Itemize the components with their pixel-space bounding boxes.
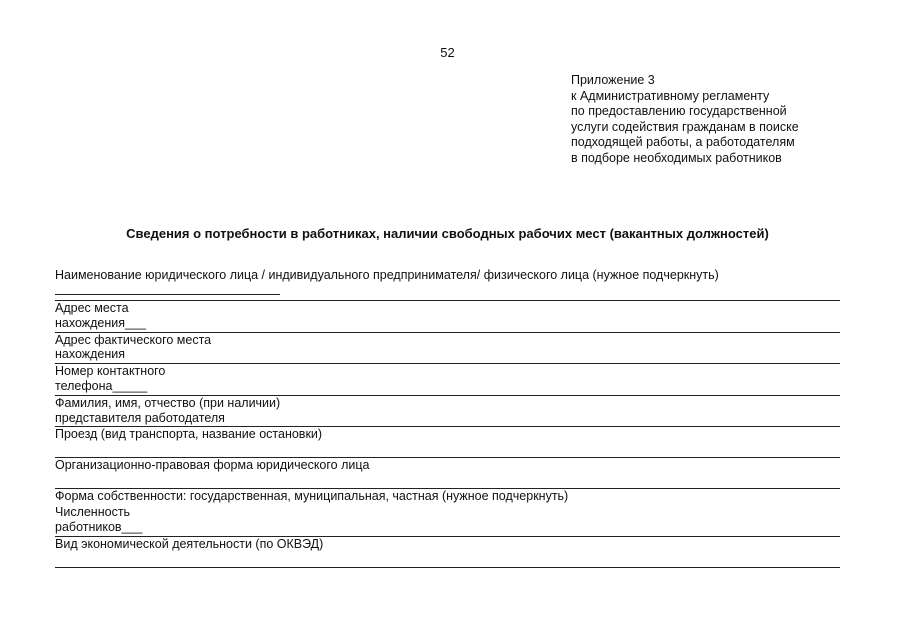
name-underline-segment xyxy=(55,294,280,295)
appendix-line: Приложение 3 xyxy=(571,73,655,87)
employer-form xyxy=(55,268,840,568)
staff-count-label-line1: Численность xyxy=(55,505,131,520)
actual-address-field[interactable] xyxy=(55,333,840,365)
appendix-line: подходящей работы, а работодателям xyxy=(571,135,795,149)
address-label-line2: нахождения___ xyxy=(55,315,146,330)
phone-label-line2: телефона_____ xyxy=(55,378,148,393)
ownership-field[interactable] xyxy=(55,489,840,505)
phone-field[interactable] xyxy=(55,364,840,396)
address-label-line1: Адрес места xyxy=(55,301,129,315)
appendix-line: в подборе необходимых работников xyxy=(571,150,782,165)
staff-count-field[interactable] xyxy=(55,505,840,537)
ownership-label: Форма собственности: государственная, муниципальная, частная (нужное подчеркнуть) xyxy=(55,489,569,504)
legal-form-label: Организационно-правовая форма юридического лица xyxy=(55,458,370,473)
document-title: Сведения о потребности в работниках, наличии свободных рабочих мест (вакантных должностей) xyxy=(126,226,769,241)
appendix-line: по предоставлению государственной xyxy=(571,104,787,118)
representative-label-line1: Фамилия, имя, отчество (при наличии) xyxy=(55,395,281,410)
employer-name-label: Наименование юридического лица / индивидуального предпринимателя/ физического лица (нужное подчеркнуть) xyxy=(55,268,719,282)
appendix-line: к Административному регламенту xyxy=(571,88,770,103)
okved-label: Вид экономической деятельности (по ОКВЭД) xyxy=(55,536,324,551)
legal-form-field[interactable] xyxy=(55,458,840,489)
address-field[interactable] xyxy=(55,301,840,333)
representative-field[interactable] xyxy=(55,396,840,428)
representative-label-line2: представителя работодателя xyxy=(55,410,225,425)
actual-address-label-line1: Адрес фактического места xyxy=(55,332,212,347)
okved-field[interactable] xyxy=(55,537,840,568)
employer-name-field[interactable] xyxy=(55,268,840,301)
actual-address-label-line2: нахождения xyxy=(55,347,126,362)
transport-field[interactable] xyxy=(55,427,840,458)
page-number: 52 xyxy=(440,45,455,60)
phone-label-line1: Номер контактного xyxy=(55,364,166,379)
transport-label: Проезд (вид транспорта, название остановки) xyxy=(55,427,323,442)
staff-count-label-line2: работников___ xyxy=(55,519,143,534)
appendix-header xyxy=(571,73,831,166)
appendix-line: услуги содействия гражданам в поиске xyxy=(571,119,799,134)
